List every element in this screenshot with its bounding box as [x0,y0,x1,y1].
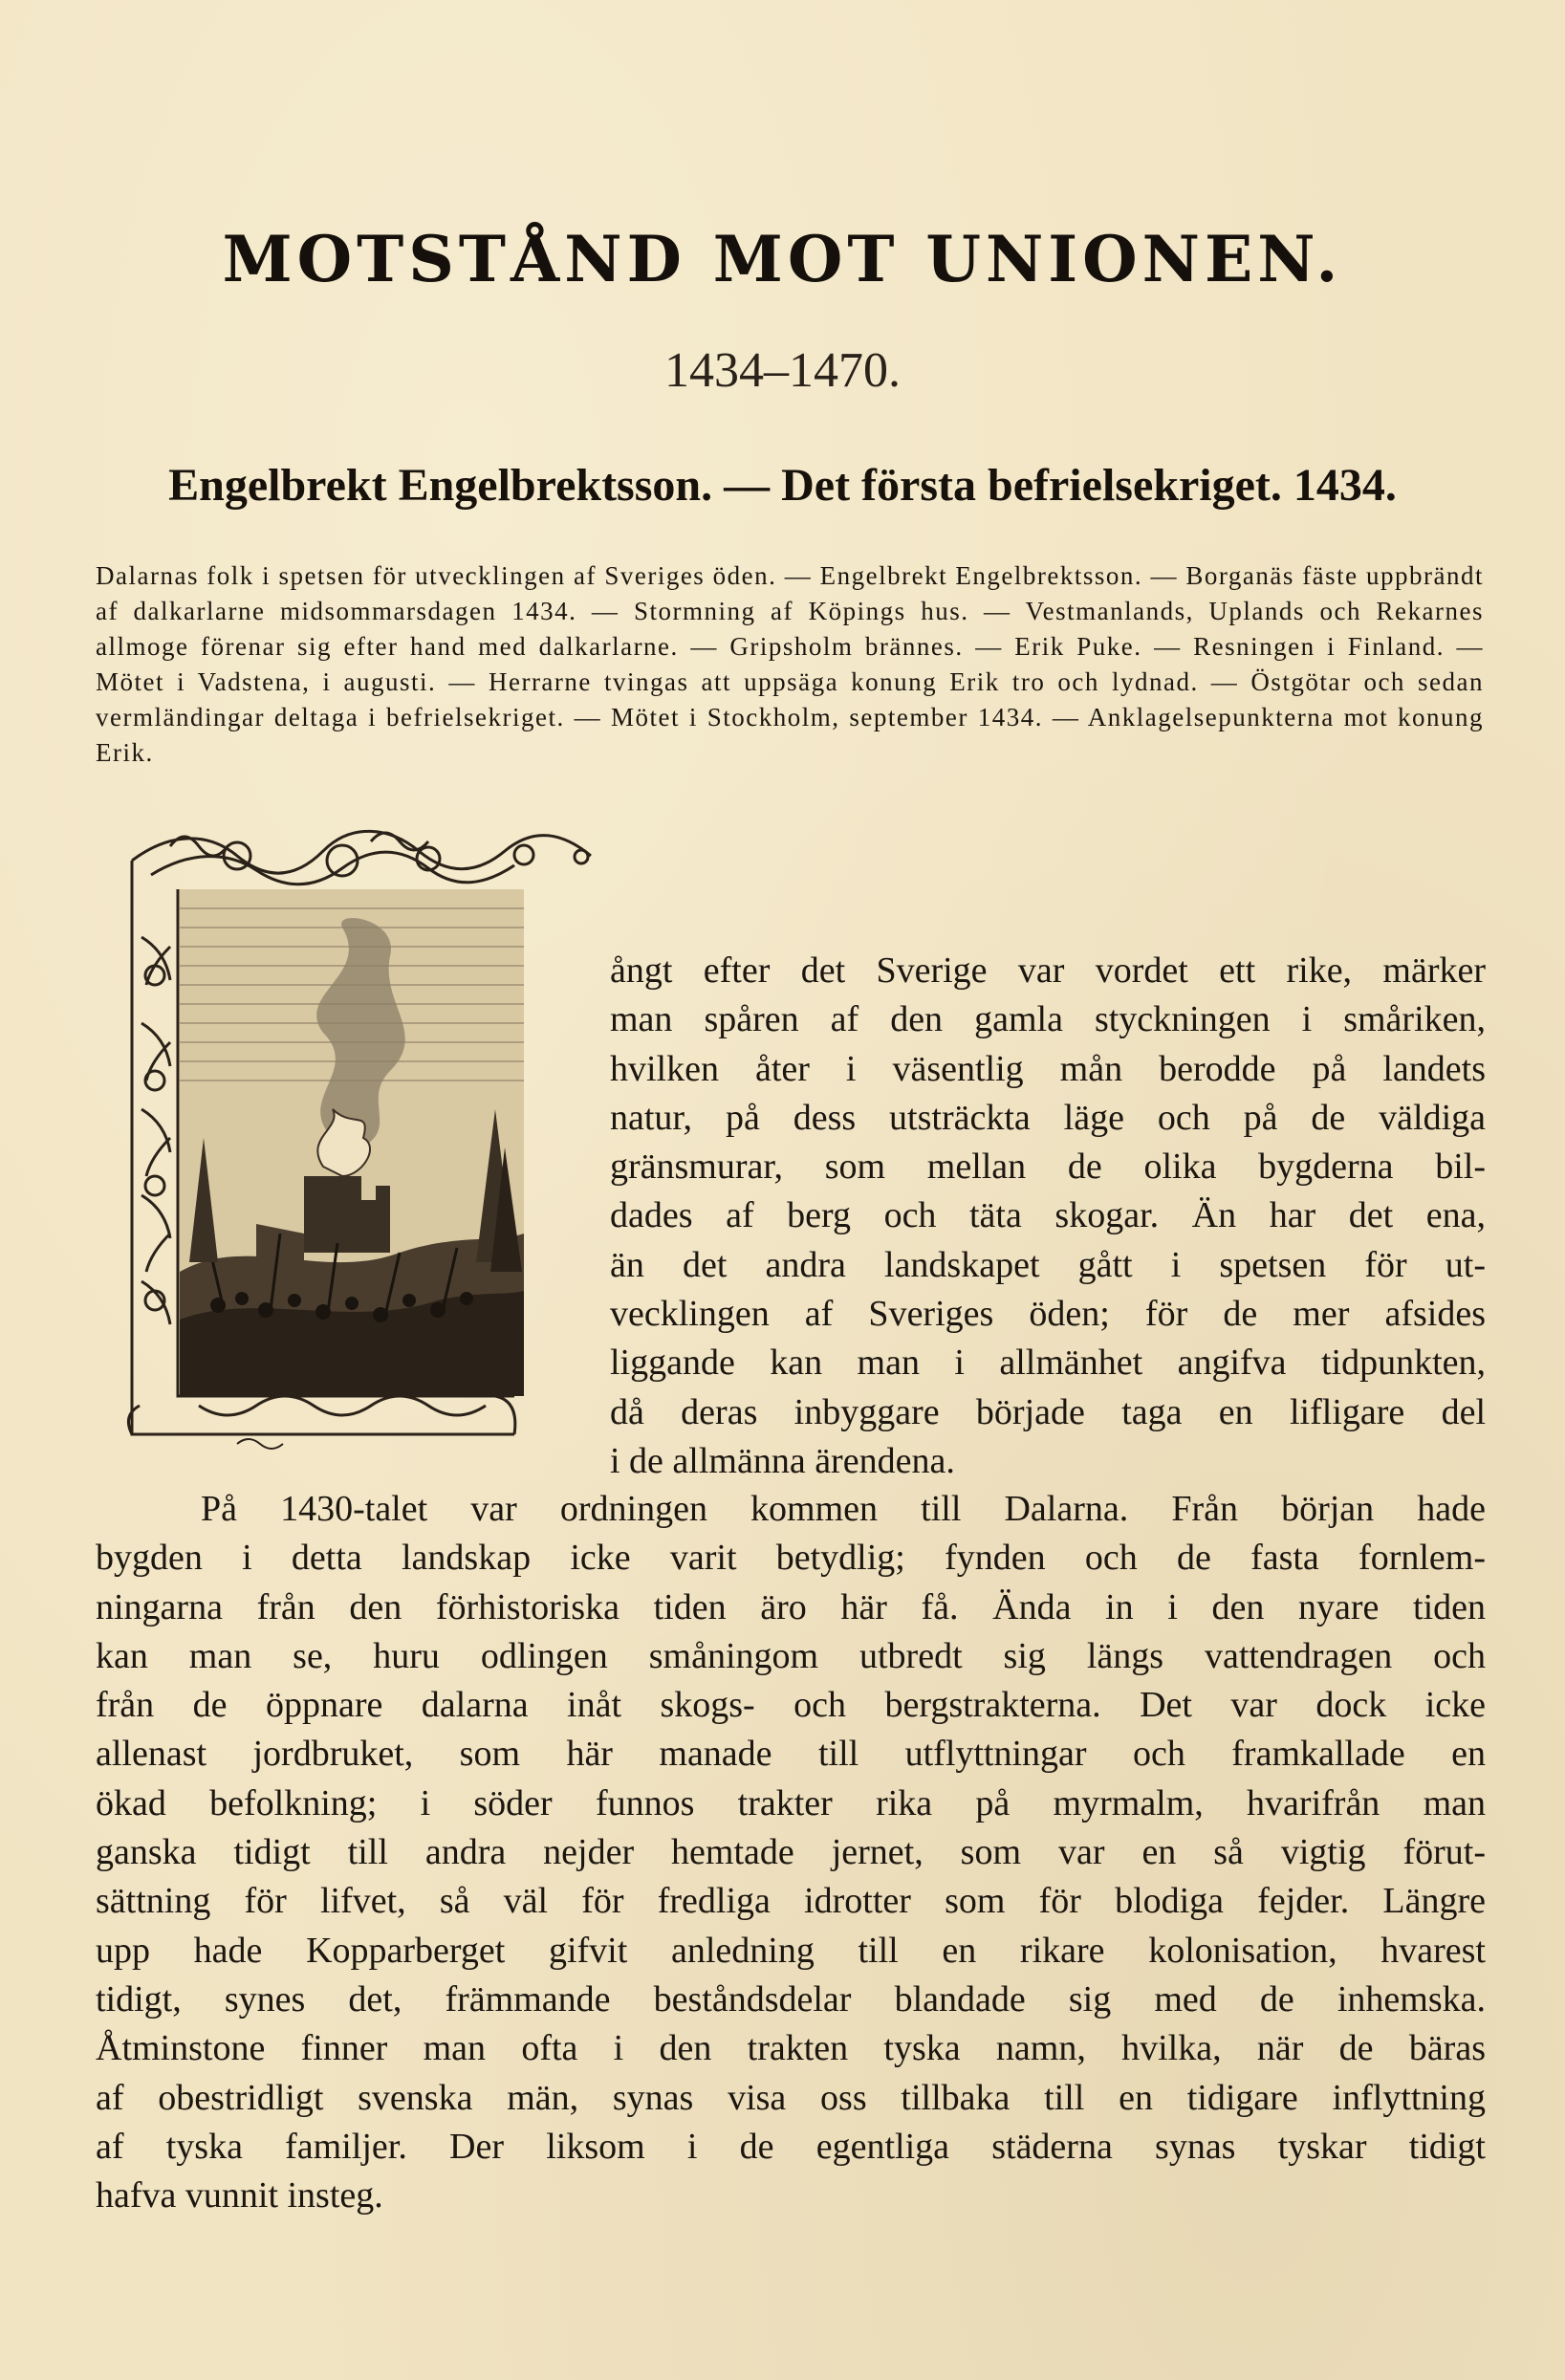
chapter-summary: Dalarnas folk i spetsen för utvecklingen af Sveriges öden. — Engelbrekt Engelbrektsson. — Borganäs fäste uppbrändt af dalkarlarne midsommarsdagen 1434. — Stormning af Köpings hus. — Vestmanlands, Uplands och Rekarnes allmoge förenar sig efter hand med dalkarlarne. — Gripsholm brännes. — Erik Puke. — Resningen i Finland. — Mötet i Vadstena, i augusti. — Herrarne tvingas att uppsäga konung Erik tro och lydnad. — Östgötar och sedan vermländingar deltaga i befrielsekriget. — Mötet i Stockholm, september 1434. — Anklagelsepunkterna mot konung Erik. [96,561,1484,767]
text-line: ökad befolkning; i söder funnos trakter rika på myrmalm, hvarifrån man [96,1782,1486,1823]
text-line: natur, på dess utsträckta läge och på de väldiga [610,1097,1486,1138]
text-line: ganska tidigt till andra nejder hemtade jernet, som var en så vigtig förut- [96,1832,1486,1873]
text-line: af tyska familjer. Der liksom i de egentliga städerna synas tyskar tidigt [96,2126,1486,2167]
text-line: från de öppnare dalarna inåt skogs- och bergstrakterna. Det var dock icke [96,1685,1486,1726]
text-line: ångt efter det Sverige var vordet ett rike, märker [610,950,1486,991]
text-line: kan man se, huru odlingen småningom utbredt sig längs vattendragen och [96,1635,1486,1676]
text-line: sättning för lifvet, så väl för fredliga idrotter som för blodiga fejder. Längre [96,1881,1486,1922]
text-line: allenast jordbruket, som här manade till utflyttningar och framkallade en [96,1734,1486,1775]
text-line: då deras inbyggare började taga en lifligare del [610,1391,1486,1432]
text-line: än det andra landskapet gått i spetsen för ut- [610,1244,1486,1285]
text-line: tidigt, synes det, främmande beståndsdelar blandade sig med de inhemska. [96,1978,1486,2020]
text-line: hafva vunnit insteg. [96,2175,383,2216]
text-line: gränsmurar, som mellan de olika bygderna bil- [610,1146,1486,1188]
decorated-initial-illustration [113,822,610,1453]
text-line: i de allmänna ärendena. [610,1440,955,1481]
text-line: Åtminstone finner man ofta i den trakten tyska namn, hvilka, när de bäras [96,2028,1486,2069]
text-line: bygden i detta landskap icke varit betydlig; fynden och de fasta fornlem- [96,1538,1486,1579]
intro-paragraph [610,947,1486,1486]
text-line: vecklingen af Sveriges öden; för de mer afsides [610,1294,1486,1335]
text-line: dades af berg och täta skogar. Än har det ena, [610,1195,1486,1236]
text-line: ningarna från den förhistoriska tiden äro här få. Ända in i den nyare tiden [96,1586,1486,1627]
text-line: hvilken åter i väsentlig mån berodde på landets [610,1048,1486,1089]
chapter-years: 1434–1470. [664,343,901,398]
chapter-title: MOTSTÅND MOT UNIONEN. [222,222,1343,296]
body-paragraph [96,1485,1486,2220]
ornament-scroll [132,831,591,884]
text-line: af obestridligt svenska män, synas visa oss tillbaka till en tidigare inflyttning [96,2077,1486,2118]
text-line: liggande kan man i allmänhet angifva tidpunkten, [610,1343,1486,1384]
text-line: På 1430-talet var ordningen kommen till Dalarna. Från början hade [201,1489,1486,1529]
engraved-scene [180,889,524,1396]
text-line: man spåren af den gamla styckningen i småriken, [610,999,1486,1040]
section-subtitle: Engelbrekt Engelbrektsson. — Det första befrielsekriget. 1434. [168,460,1397,511]
text-line: upp hade Kopparberget gifvit anledning till en rikare kolonisation, hvarest [96,1930,1486,1971]
flourish [237,1439,283,1449]
